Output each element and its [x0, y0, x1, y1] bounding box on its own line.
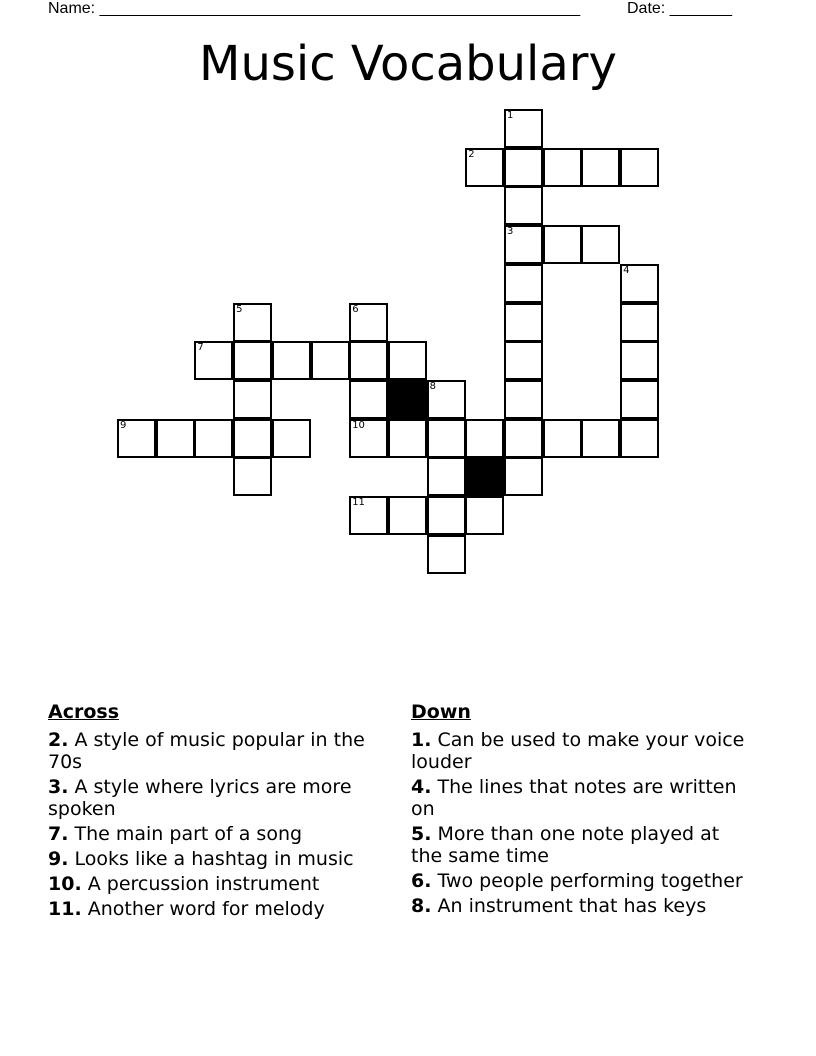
crossword-cell[interactable]: [194, 419, 233, 458]
clue-number: 7.: [48, 823, 69, 845]
clue-number-label: 10: [352, 419, 365, 431]
page-title: Music Vocabulary: [199, 36, 617, 92]
clue-number: 8.: [411, 895, 432, 917]
clue-item: [411, 823, 751, 867]
crossword-cell[interactable]: [504, 148, 543, 187]
clue-item: [411, 776, 751, 820]
clue-item: [411, 895, 751, 917]
clue-text: Two people performing together: [437, 870, 743, 892]
crossword-cell[interactable]: [388, 341, 427, 380]
clue-item: [48, 873, 388, 895]
crossword-cell[interactable]: [427, 457, 466, 496]
crossword-cell[interactable]: [581, 225, 620, 264]
clue-item: [48, 823, 388, 845]
crossword-cell[interactable]: [465, 496, 504, 535]
crossword-cell[interactable]: [465, 419, 504, 458]
crossword-cell[interactable]: [465, 148, 504, 187]
clue-number-label: 8: [429, 380, 436, 392]
across-clues: [48, 701, 388, 923]
clue-text: The lines that notes are written on: [411, 776, 737, 820]
crossword-cell[interactable]: [504, 457, 543, 496]
clue-number: 11.: [48, 898, 82, 920]
clue-number: 1.: [411, 729, 432, 751]
clue-number-label: 3: [507, 226, 514, 238]
crossword-cell[interactable]: [156, 419, 195, 458]
crossword-cell[interactable]: [194, 341, 233, 380]
crossword-cell[interactable]: [504, 380, 543, 419]
crossword-cell[interactable]: [233, 380, 272, 419]
clue-text: Looks like a hashtag in music: [74, 848, 354, 870]
crossword-cell[interactable]: [349, 341, 388, 380]
crossword-cell[interactable]: [427, 535, 466, 574]
crossword-black-cell: [465, 457, 504, 496]
crossword-cell[interactable]: [620, 264, 659, 303]
crossword-cell[interactable]: [620, 419, 659, 458]
crossword-cell[interactable]: [233, 457, 272, 496]
clue-number-label: 5: [236, 303, 243, 315]
clue-item: [48, 776, 388, 820]
crossword-cell[interactable]: [272, 341, 311, 380]
crossword-cell[interactable]: [504, 419, 543, 458]
crossword-cell[interactable]: [388, 419, 427, 458]
clue-number-label: 6: [352, 303, 359, 315]
clue-number-label: 7: [197, 342, 204, 354]
clue-number: 10.: [48, 873, 82, 895]
crossword-cell[interactable]: [272, 419, 311, 458]
clue-number: 4.: [411, 776, 432, 798]
crossword-cell[interactable]: [620, 303, 659, 342]
crossword-cell[interactable]: [543, 148, 582, 187]
clue-item: [48, 848, 388, 870]
crossword-cell[interactable]: [581, 148, 620, 187]
crossword-cell[interactable]: [349, 496, 388, 535]
crossword-cell[interactable]: [427, 380, 466, 419]
crossword-black-cell: [388, 380, 427, 419]
clue-number-label: 11: [352, 497, 365, 508]
clue-number-label: 9: [120, 419, 127, 431]
clue-item: [48, 729, 388, 773]
date-field: Date: _______: [627, 0, 732, 17]
clue-number-label: 1: [507, 110, 514, 121]
crossword-cell[interactable]: [233, 341, 272, 380]
clue-item: [411, 729, 751, 773]
crossword-cell[interactable]: [349, 303, 388, 342]
across-heading: Across: [48, 701, 120, 723]
crossword-cell[interactable]: [504, 109, 543, 148]
crossword-cell[interactable]: [620, 380, 659, 419]
crossword-cell[interactable]: [427, 419, 466, 458]
clue-number-label: 2: [468, 148, 475, 160]
crossword-cell[interactable]: [117, 419, 156, 458]
clue-text: Can be used to make your voice louder: [411, 729, 745, 773]
crossword-cell[interactable]: [349, 419, 388, 458]
clue-text: More than one note played at the same time: [411, 823, 720, 867]
clue-item: [411, 870, 751, 892]
clue-text: Another word for melody: [87, 898, 325, 920]
crossword-cell[interactable]: [504, 264, 543, 303]
clue-number: 2.: [48, 729, 69, 751]
clue-item: [48, 898, 388, 920]
down-clues: [411, 701, 751, 920]
crossword-cell[interactable]: [388, 496, 427, 535]
name-field: Name: ______________________________________________________: [48, 0, 581, 17]
crossword-cell[interactable]: [349, 380, 388, 419]
clue-number: 9.: [48, 848, 69, 870]
crossword-cell[interactable]: [543, 225, 582, 264]
clue-number-label: 4: [623, 264, 630, 276]
crossword-cell[interactable]: [504, 186, 543, 225]
crossword-cell[interactable]: [581, 419, 620, 458]
clue-text: A percussion instrument: [87, 873, 320, 895]
crossword-cell[interactable]: [311, 341, 350, 380]
crossword-cell[interactable]: [427, 496, 466, 535]
crossword-cell[interactable]: [504, 341, 543, 380]
down-heading: Down: [411, 701, 471, 723]
crossword-cell[interactable]: [620, 148, 659, 187]
crossword-cell[interactable]: [543, 419, 582, 458]
crossword-cell[interactable]: [504, 303, 543, 342]
clue-text: An instrument that has keys: [437, 895, 707, 917]
clue-text: The main part of a song: [74, 823, 303, 845]
clue-text: A style where lyrics are more spoken: [48, 776, 352, 820]
crossword-cell[interactable]: [620, 341, 659, 380]
clue-number: 6.: [411, 870, 432, 892]
clue-number: 5.: [411, 823, 432, 845]
crossword-cell[interactable]: [233, 419, 272, 458]
crossword-cell[interactable]: [233, 303, 272, 342]
clue-number: 3.: [48, 776, 69, 798]
clue-text: A style of music popular in the 70s: [48, 729, 365, 773]
crossword-cell[interactable]: [504, 225, 543, 264]
